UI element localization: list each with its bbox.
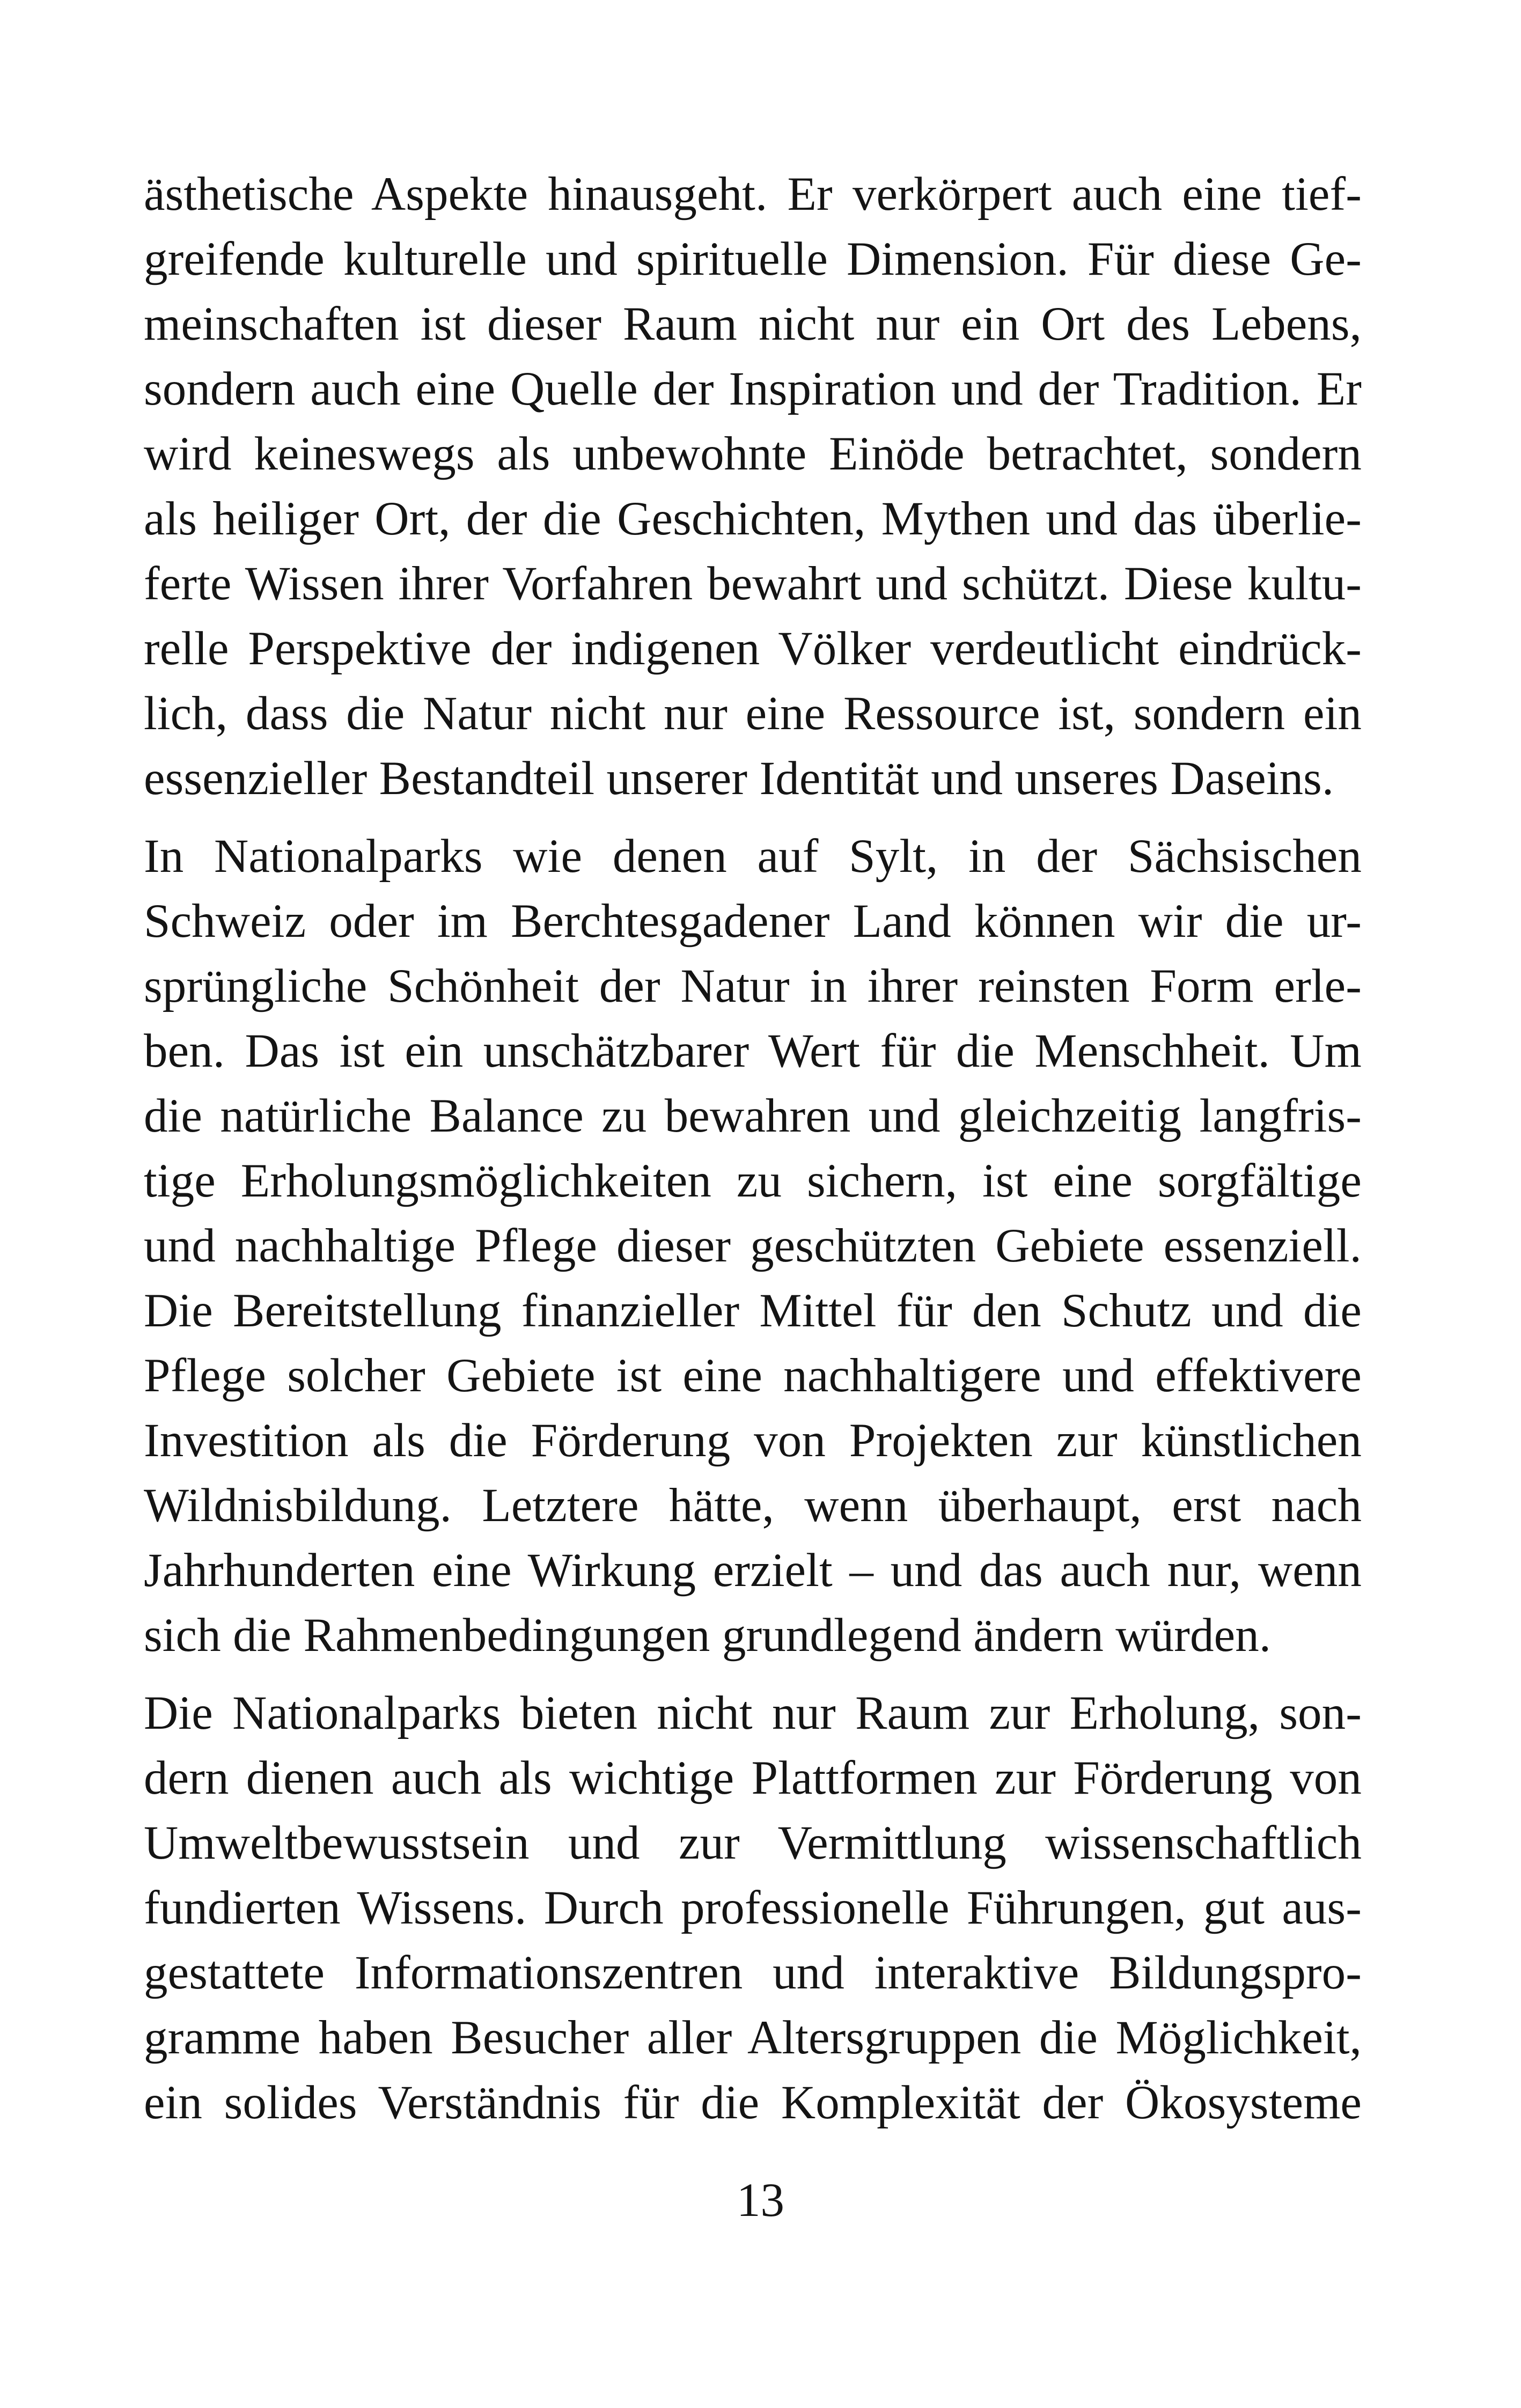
body-text [144,162,1362,2135]
text-line: ben. Das ist ein unschätzbarer Wert für die Menschheit. Um [144,1025,1362,1077]
text-line: lich, dass die Natur nicht nur eine Ressource ist, sondern ein [144,687,1362,740]
text-line: Wildnisbildung. Letztere hätte, wenn überhaupt, erst nach [144,1479,1362,1532]
text-line: Investition als die Förderung von Projekten zur künstlichen [144,1414,1362,1467]
text-line: als heiliger Ort, der die Geschichten, Mythen und das überlie- [144,493,1362,545]
text-line: gramme haben Besucher aller Altersgruppen die Möglichkeit, [144,2011,1362,2064]
page-number: 13 [737,2174,784,2227]
text-line: sondern auch eine Quelle der Inspiration und der Tradition. Er [144,363,1362,415]
text-line: und nachhaltige Pflege dieser geschützten Gebiete essenziell. [144,1220,1362,1272]
text-line: In Nationalparks wie denen auf Sylt, in der Sächsischen [144,830,1362,883]
text-line: Pflege solcher Gebiete ist eine nachhaltigere und effektivere [144,1349,1362,1402]
text-line: meinschaften ist dieser Raum nicht nur ein Ort des Lebens, [144,298,1362,350]
text-line: relle Perspektive der indigenen Völker verdeutlicht eindrück- [144,622,1362,675]
text-line: tige Erholungsmöglichkeiten zu sichern, ist eine sorgfältige [144,1155,1362,1207]
text-line: essenzieller Bestandteil unserer Identität und unseres Daseins. [144,752,1334,805]
text-line: gestattete Informationszentren und interaktive Bildungspro- [144,1947,1362,1999]
text-line: Die Nationalparks bieten nicht nur Raum zur Erholung, son- [144,1687,1362,1739]
text-line: Die Bereitstellung finanzieller Mittel für den Schutz und die [144,1284,1362,1337]
text-line: wird keineswegs als unbewohnte Einöde betrachtet, sondern [144,428,1362,480]
text-line: Umweltbewusstsein und zur Vermittlung wissenschaftlich [144,1817,1362,1869]
paragraph-2 [144,824,1362,1668]
text-line: die natürliche Balance zu bewahren und gleichzeitig langfris- [144,1090,1362,1142]
text-line: greifende kulturelle und spirituelle Dimension. Für diese Ge- [144,233,1362,285]
text-line: sprüngliche Schönheit der Natur in ihrer reinsten Form erle- [144,960,1362,1012]
text-line: Jahrhunderten eine Wirkung erzielt – und das auch nur, wenn [144,1544,1362,1597]
text-line: sich die Rahmenbedingungen grundlegend ändern würden. [144,1609,1272,1662]
text-line: dern dienen auch als wichtige Plattformen zur Förderung von [144,1752,1362,1804]
text-line: Schweiz oder im Berchtesgadener Land können wir die ur- [144,895,1362,948]
paragraph-3 [144,1681,1362,2135]
text-line: ferte Wissen ihrer Vorfahren bewahrt und schützt. Diese kultu- [144,557,1362,610]
text-line: ästhetische Aspekte hinausgeht. Er verkörpert auch eine tief- [144,168,1362,221]
text-line: ein solides Verständnis für die Komplexität der Ökosysteme [144,2076,1362,2129]
text-line: fundierten Wissens. Durch professionelle Führungen, gut aus- [144,1882,1362,1934]
paragraph-1 [144,162,1362,811]
